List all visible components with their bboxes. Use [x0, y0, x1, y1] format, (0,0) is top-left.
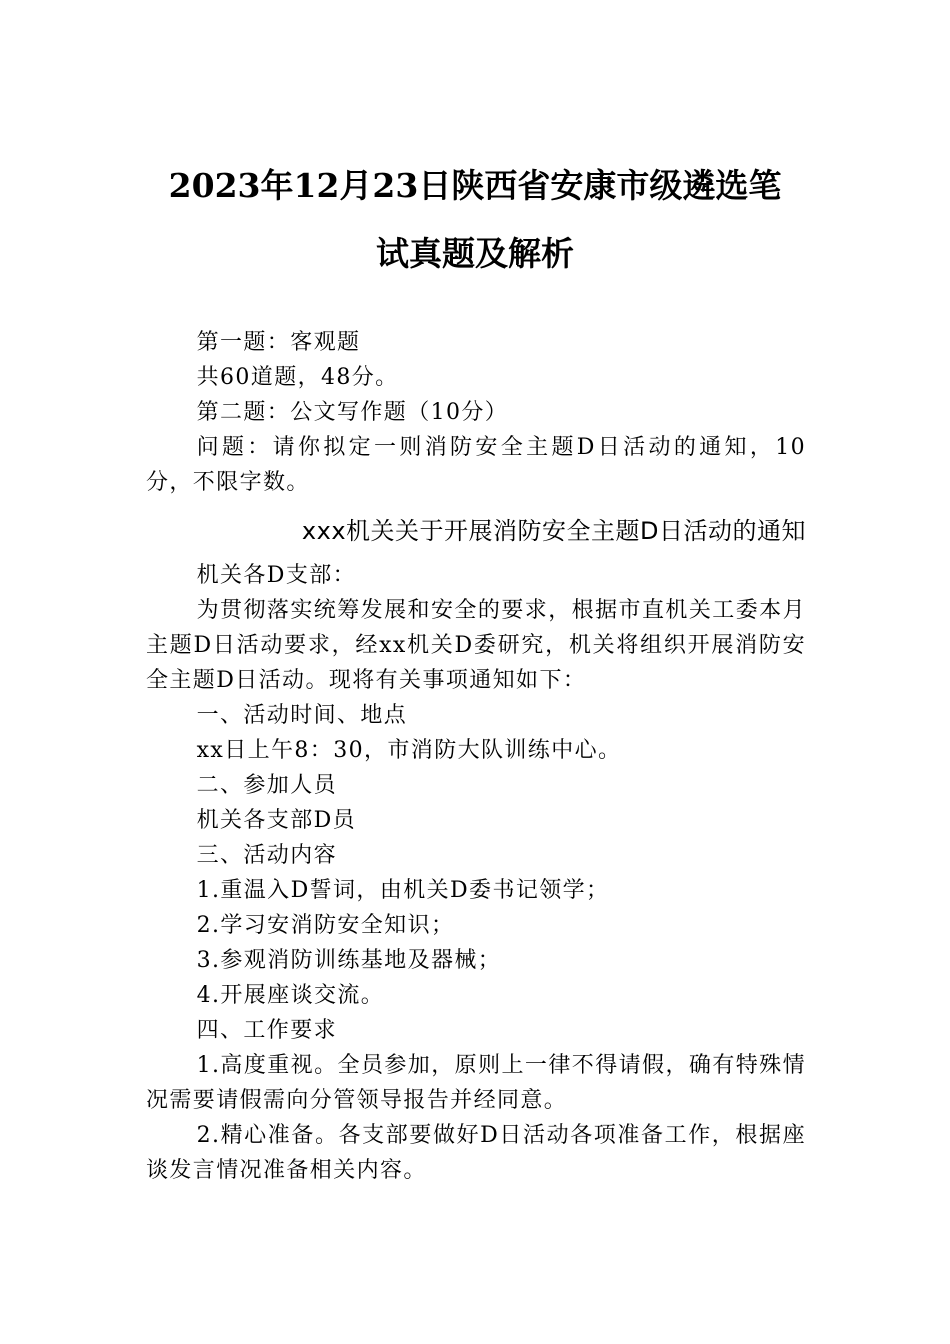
- section-heading: 三、活动内容: [196, 843, 337, 868]
- section-heading: 二、参加人员: [196, 773, 337, 798]
- notice-title: xxx机关关于开展消防安全主题D日活动的通知: [301, 517, 806, 545]
- document-body: [146, 325, 806, 1188]
- section-heading: 四、工作要求: [196, 1018, 337, 1043]
- notice-salutation: 机关各D支部：: [196, 563, 357, 588]
- list-item: 2.学习安消防安全知识；: [196, 913, 455, 938]
- list-item: 1.高度重视。全员参加，原则上一律不得请假，确有特殊情况需要请假需向分管领导报告并经同意。: [146, 1053, 806, 1113]
- notice-paragraph: 为贯彻落实统筹发展和安全的要求，根据市直机关工委本月主题D日活动要求，经xx机关D委研究，机关将组织开展消防安全主题D日活动。现将有关事项通知如下：: [146, 598, 806, 693]
- notice-paragraph: 机关各支部D员: [196, 808, 357, 833]
- document-title-line-2: 试真题及解析: [376, 234, 574, 273]
- list-item: 3.参观消防训练基地及器械；: [196, 948, 502, 973]
- list-item: 4.开展座谈交流。: [196, 983, 385, 1008]
- list-item: 1.重温入D誓词，由机关D委书记领学；: [196, 878, 610, 903]
- notice-paragraph: xx日上午8：30，市消防大队训练中心。: [196, 738, 622, 763]
- section-heading: 一、活动时间、地点: [196, 703, 408, 728]
- list-item: 2.精心准备。各支部要做好D日活动各项准备工作，根据座谈发言情况准备相关内容。: [146, 1123, 806, 1183]
- intro-paragraph: 问题：请你拟定一则消防安全主题D日活动的通知，10分，不限字数。: [146, 435, 806, 495]
- intro-paragraph: 共60道题，48分。: [196, 365, 399, 390]
- intro-paragraph: 第一题：客观题: [196, 330, 361, 355]
- intro-paragraph: 第二题：公文写作题（10分）: [196, 400, 509, 425]
- document-title-line-1: 2023年12月23日陕西省安康市级遴选笔: [168, 166, 782, 205]
